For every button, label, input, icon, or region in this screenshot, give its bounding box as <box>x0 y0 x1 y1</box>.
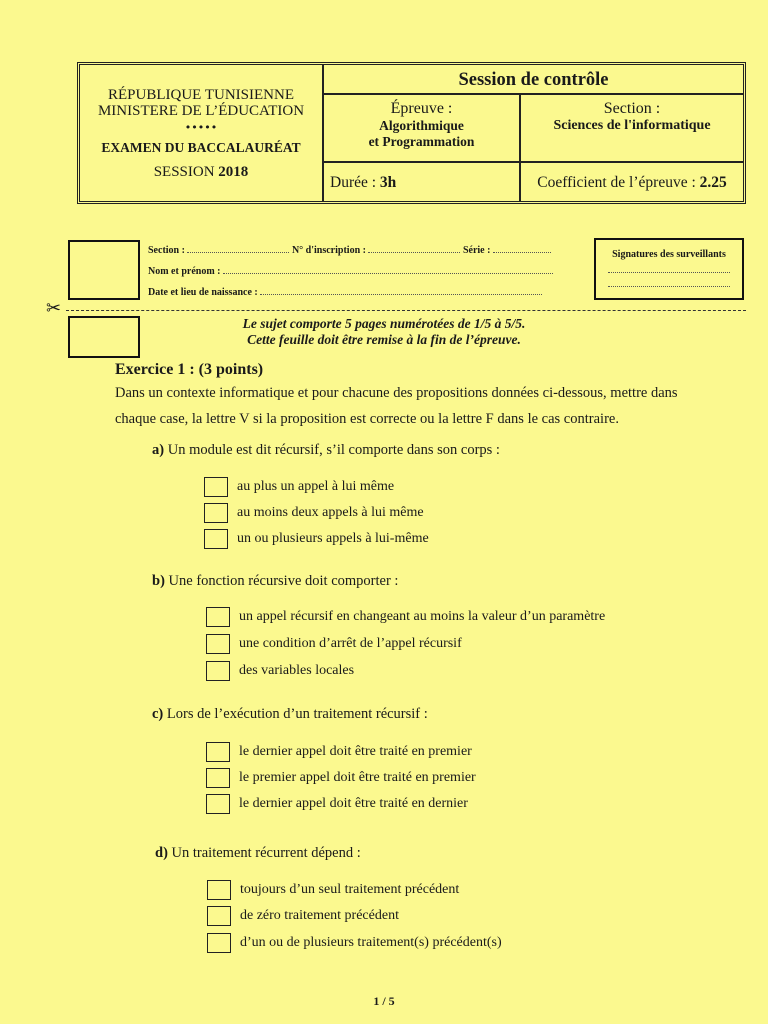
question-letter: a) <box>152 442 165 458</box>
option-label: au plus un appel à lui même <box>237 479 395 494</box>
dotted-line <box>223 265 553 274</box>
session-line <box>80 164 322 180</box>
exercise-intro-line2: chaque case, la lettre V si la proposition est correcte ou la lettre F dans le cas contraire. <box>115 411 619 427</box>
option-label: d’un ou de plusieurs traitement(s) précédent(s) <box>240 935 502 950</box>
coefficient-cell <box>521 163 743 201</box>
coefficient-label: Coefficient de l’épreuve : <box>537 174 696 191</box>
note-pages: Le sujet comporte 5 pages numérotées de 1/5 à 5/5. <box>242 316 526 331</box>
section-value: Sciences de l'informatique <box>553 118 711 133</box>
question-b <box>152 573 398 590</box>
dotted-line <box>368 244 460 253</box>
answer-checkbox[interactable] <box>207 906 231 926</box>
option-label: un appel récursif en changeant au moins la valeur d’un paramètre <box>239 609 606 624</box>
option-label: le premier appel doit être traité en premier <box>239 770 476 785</box>
section-label: Section : <box>603 100 661 117</box>
code-box[interactable] <box>68 240 140 300</box>
question-d <box>155 845 361 862</box>
dotted-line <box>260 286 542 295</box>
signatures-box[interactable] <box>594 238 744 300</box>
name-label: Nom et prénom : <box>148 266 221 277</box>
signature-line <box>608 272 730 273</box>
note-return: Cette feuille doit être remise à la fin de l’épreuve. <box>247 332 521 347</box>
question-a <box>152 442 500 459</box>
question-c <box>152 706 428 723</box>
answer-checkbox[interactable] <box>206 661 230 681</box>
exercise-title: Exercice 1 : (3 points) <box>115 361 264 378</box>
ministry-name: MINISTERE DE L’ÉDUCATION <box>97 103 305 119</box>
section-field[interactable] <box>148 244 551 256</box>
signatures-label: Signatures des surveillants <box>612 249 726 260</box>
coefficient-value: 2.25 <box>699 174 727 191</box>
birth-label: Date et lieu de naissance : <box>148 287 258 298</box>
question-text: Un module est dit récursif, s’il comporte dans son corps : <box>167 442 500 458</box>
option-label: des variables locales <box>239 663 355 678</box>
birth-field[interactable] <box>148 286 542 298</box>
section-cell <box>521 95 743 161</box>
option-label: le dernier appel doit être traité en dernier <box>239 796 468 811</box>
question-text: Un traitement récurrent dépend : <box>171 845 361 861</box>
dotted-line <box>187 244 289 253</box>
answer-checkbox[interactable] <box>204 503 228 523</box>
student-section-label: Section : <box>148 245 185 256</box>
exam-details-block <box>324 65 743 201</box>
question-text: Lors de l’exécution d’un traitement récursif : <box>166 706 428 722</box>
duree-value: 3h <box>379 174 397 191</box>
option-label: un ou plusieurs appels à lui-même <box>237 531 429 546</box>
exercise-intro-line1: Dans un contexte informatique et pour chacune des propositions données ci-dessous, mettre dans <box>115 385 678 401</box>
option-label: une condition d’arrêt de l’appel récursif <box>239 636 462 651</box>
scissors-icon: ✂ <box>46 298 62 319</box>
session-label: SESSION <box>153 164 215 180</box>
duree-label: Durée : <box>330 174 377 191</box>
answer-checkbox[interactable] <box>206 742 230 762</box>
answer-checkbox[interactable] <box>207 880 231 900</box>
question-text: Une fonction récursive doit comporter : <box>168 573 399 589</box>
answer-checkbox[interactable] <box>206 607 230 627</box>
question-letter: d) <box>155 845 168 861</box>
country-name: RÉPUBLIQUE TUNISIENNE <box>108 87 294 103</box>
option-label: le dernier appel doit être traité en premier <box>239 744 472 759</box>
question-letter: b) <box>152 573 165 589</box>
answer-checkbox[interactable] <box>207 933 231 953</box>
answer-checkbox[interactable] <box>206 794 230 814</box>
serie-label: Série : <box>462 245 491 256</box>
page-number: 1 / 5 <box>373 994 395 1008</box>
option-label: au moins deux appels à lui même <box>237 505 424 520</box>
epreuve-cell <box>324 95 521 161</box>
exam-header-box <box>77 62 746 204</box>
option-label: toujours d’un seul traitement précédent <box>240 882 460 897</box>
answer-checkbox[interactable] <box>206 768 230 788</box>
epreuve-value-line1: Algorithmique <box>379 118 464 133</box>
epreuve-label: Épreuve : <box>390 100 453 117</box>
institution-block <box>80 65 324 201</box>
separator-dots: ••••• <box>184 121 218 134</box>
session-type: Session de contrôle <box>324 65 743 95</box>
answer-checkbox[interactable] <box>204 529 228 549</box>
name-field[interactable] <box>148 265 553 277</box>
answer-checkbox[interactable] <box>206 634 230 654</box>
option-label: de zéro traitement précédent <box>240 908 399 923</box>
answer-checkbox[interactable] <box>204 477 228 497</box>
inscription-label: N° d'inscription : <box>291 245 366 256</box>
signature-line <box>608 286 730 287</box>
epreuve-value-line2: et Programmation <box>368 134 475 149</box>
dotted-line <box>493 244 551 253</box>
dashed-line <box>66 310 746 311</box>
session-year: 2018 <box>218 164 249 180</box>
exam-name: EXAMEN DU BACCALAURÉAT <box>101 140 301 155</box>
question-letter: c) <box>152 706 164 722</box>
duree-cell <box>324 163 521 201</box>
